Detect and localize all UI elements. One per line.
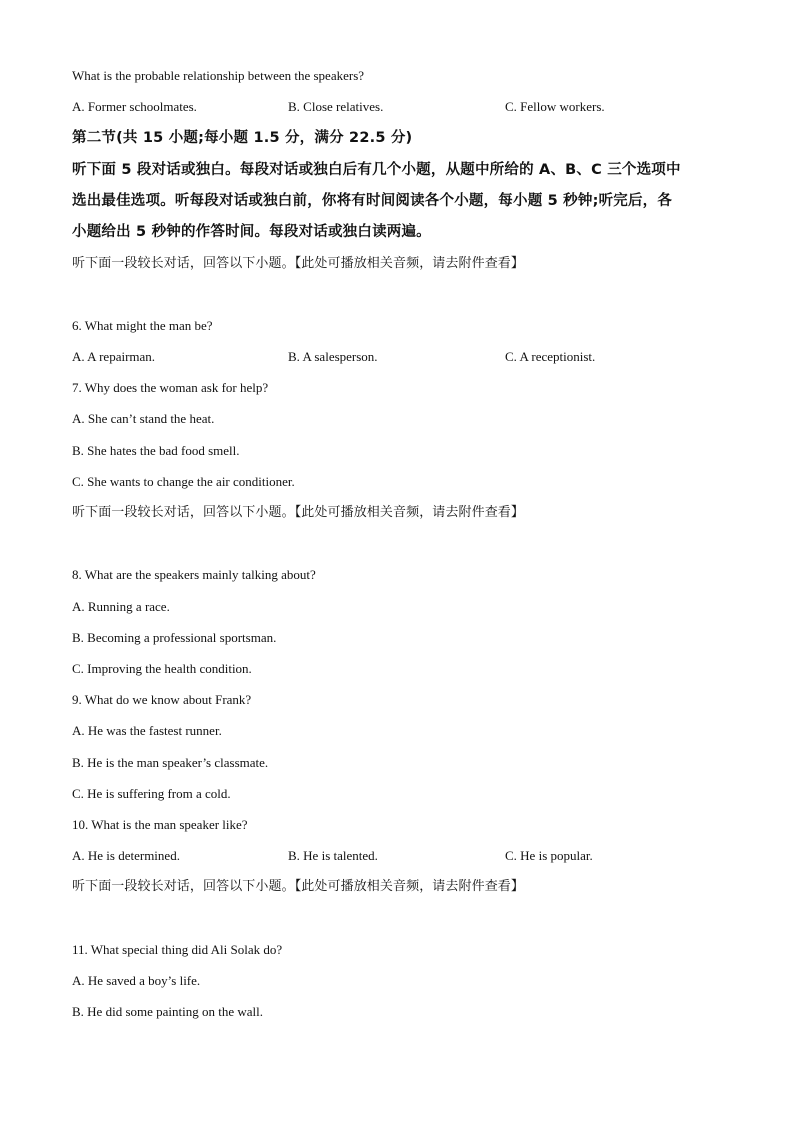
question-11: 11. What special thing did Ali Solak do? bbox=[72, 942, 283, 957]
q9-option-c: C. He is suffering from a cold. bbox=[72, 786, 231, 801]
q10-option-a: A. He is determined. bbox=[72, 848, 180, 863]
q8-option-a: A. Running a race. bbox=[72, 599, 170, 614]
listen-prompt-2: 听下面一段较长对话，回答以下小题。【此处可播放相关音频，请去附件查看】 bbox=[72, 505, 525, 520]
q5-option-a: A. Former schoolmates. bbox=[72, 99, 197, 114]
q7-option-a: A. She can’t stand the heat. bbox=[72, 411, 215, 426]
question-6: 6. What might the man be? bbox=[72, 318, 213, 333]
section-instructions-line-1: 听下面 5 段对话或独白。每段对话或独白后有几个小题，从题中所给的 A、B、C 三个选项中 bbox=[72, 162, 681, 178]
q7-option-c: C. She wants to change the air conditioner. bbox=[72, 474, 295, 489]
q6-option-a: A. A repairman. bbox=[72, 349, 156, 364]
section-instructions-line-3: 小题给出 5 秒钟的作答时间。每段对话或独白读两遍。 bbox=[72, 224, 431, 240]
q11-option-b: B. He did some painting on the wall. bbox=[72, 1004, 264, 1019]
question-7: 7. Why does the woman ask for help? bbox=[72, 380, 269, 395]
q8-option-b: B. Becoming a professional sportsman. bbox=[72, 630, 277, 645]
question-10: 10. What is the man speaker like? bbox=[72, 817, 248, 832]
q7-option-b: B. She hates the bad food smell. bbox=[72, 443, 240, 458]
q6-option-c: C. A receptionist. bbox=[505, 349, 596, 364]
q9-option-b: B. He is the man speaker’s classmate. bbox=[72, 755, 269, 770]
q10-option-c: C. He is popular. bbox=[505, 848, 593, 863]
section-heading: 第二节(共 15 小题;每小题 1.5 分，满分 22.5 分) bbox=[72, 130, 413, 146]
section-instructions-line-2: 选出最佳选项。听每段对话或独白前，你将有时间阅读各个小题，每小题 5 秒钟;听完后，各 bbox=[72, 193, 673, 209]
question-8: 8. What are the speakers mainly talking about? bbox=[72, 567, 316, 582]
listen-prompt-3: 听下面一段较长对话，回答以下小题。【此处可播放相关音频，请去附件查看】 bbox=[72, 879, 525, 894]
q8-option-c: C. Improving the health condition. bbox=[72, 661, 252, 676]
listen-prompt-1: 听下面一段较长对话，回答以下小题。【此处可播放相关音频，请去附件查看】 bbox=[72, 256, 525, 271]
q10-option-b: B. He is talented. bbox=[288, 848, 378, 863]
q9-option-a: A. He was the fastest runner. bbox=[72, 723, 222, 738]
q5-option-c: C. Fellow workers. bbox=[505, 99, 605, 114]
q11-option-a: A. He saved a boy’s life. bbox=[72, 973, 201, 988]
question-5: What is the probable relationship between the speakers? bbox=[72, 68, 365, 83]
q6-option-b: B. A salesperson. bbox=[288, 349, 378, 364]
q5-option-b: B. Close relatives. bbox=[288, 99, 384, 114]
question-9: 9. What do we know about Frank? bbox=[72, 692, 252, 707]
